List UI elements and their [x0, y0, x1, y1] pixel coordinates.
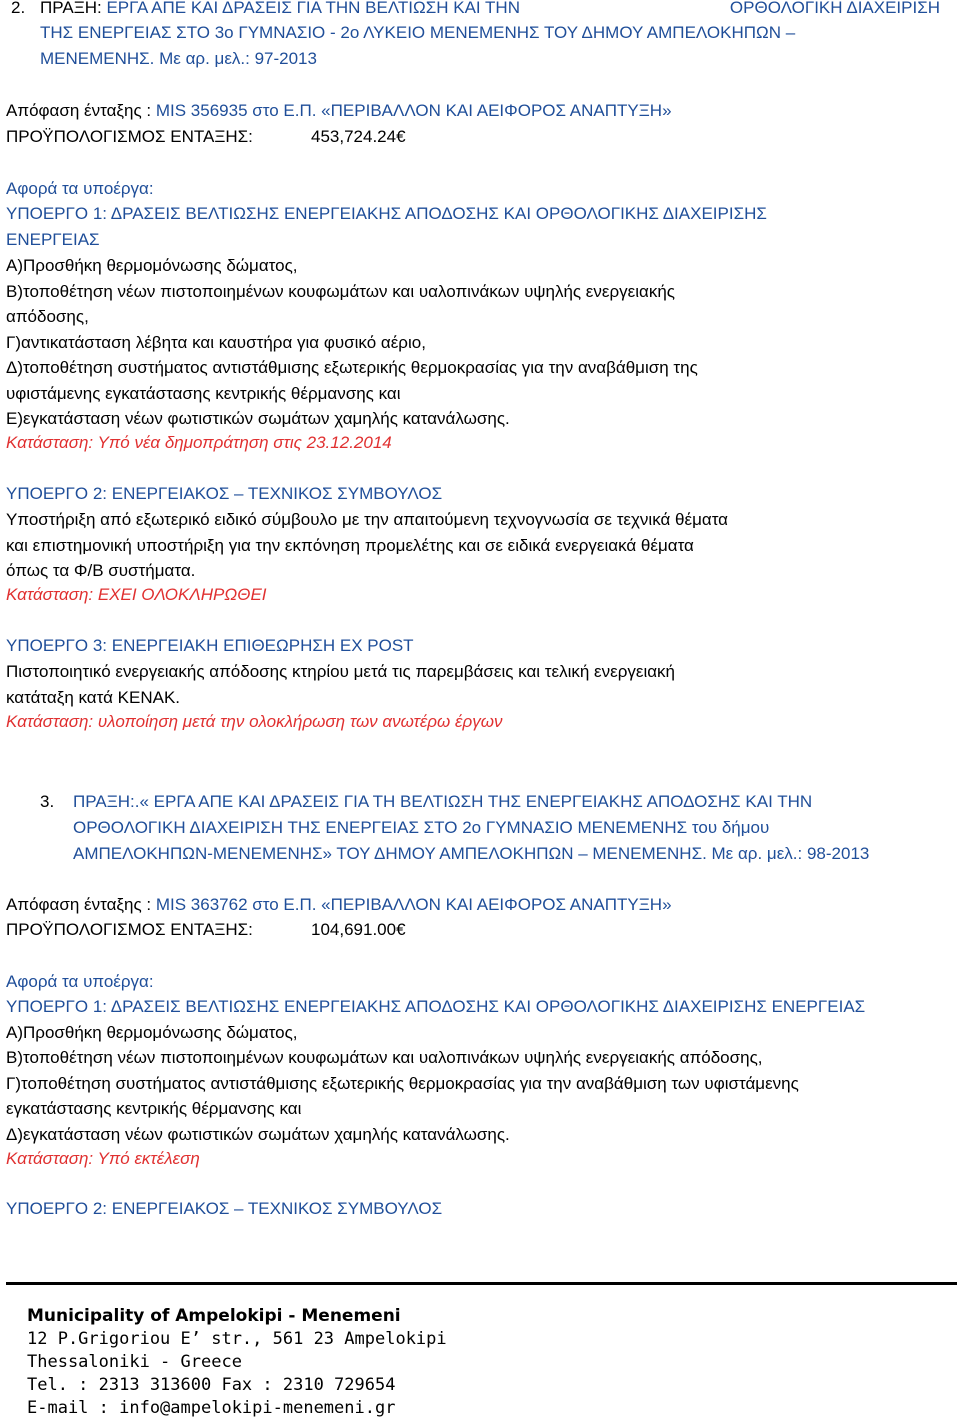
footer-address: 12 P.Grigoriou E’ str., 561 23 Ampelokipi [27, 1329, 447, 1349]
action2-number: 2. [11, 0, 26, 17]
action2-sub2-item: Υποστήριξη από εξωτερικό ειδικό σύμβουλο με την απαιτούμενη τεχνογνωσία σε τεχνικά θέματα [6, 510, 728, 529]
action2-sub3-item: κατάταξη κατά ΚΕΝΑΚ. [6, 688, 181, 707]
footer-phone-fax: Tel. : 2313 313600 Fax : 2310 729654 [27, 1375, 396, 1395]
action3-sub1-item: Δ)εγκατάσταση νέων φωτιστικών σωμάτων χαμηλής κατανάλωσης. [6, 1125, 510, 1144]
action3-sub1-item: Β)τοποθέτηση νέων πιστοποιημένων κουφωμάτων και υαλοπινάκων υψηλής ενεργειακής απόδοσης, [6, 1048, 763, 1067]
footer-divider [6, 1282, 957, 1285]
action2-budget-value: 453,724.24 [311, 127, 397, 146]
action3-title-line2: ΟΡΘΟΛΟΓΙΚΗ ΔΙΑΧΕΙΡΙΣΗ ΤΗΣ ΕΝΕΡΓΕΙΑΣ ΣΤΟ 2ο ΓΥΜΝΑΣΙΟ ΜΕΝΕΜΕΝΗΣ του δήμου [73, 818, 770, 837]
footer-city: Thessaloniki - Greece [27, 1352, 242, 1372]
action2-sub1-item: υφιστάμενης εγκατάστασης κεντρικής θέρμανσης και [6, 384, 401, 403]
action2-title-line1 [40, 0, 940, 20]
euro-icon: € [396, 127, 406, 146]
action2-budget [311, 125, 406, 149]
action2-title-line2: ΤΗΣ ΕΝΕΡΓΕΙΑΣ ΣΤΟ 3ο ΓΥΜΝΑΣΙΟ - 2ο ΛΥΚΕΙΟ ΜΕΝΕΜΕΝΗΣ ΤΟΥ ΔΗΜΟΥ ΑΜΠΕΛΟΚΗΠΩΝ – [40, 23, 796, 42]
euro-icon: € [396, 920, 406, 939]
action2-title-right: ΟΡΘΟΛΟΓΙΚΗ ΔΙΑΧΕΙΡΙΣΗ [729, 0, 940, 17]
action2-budget-label: ΠΡΟΫΠΟΛΟΓΙΣΜΟΣ ΕΝΤΑΞΗΣ: [6, 127, 253, 146]
action3-sub1-item: Α)Προσθήκη θερμομόνωσης δώματος, [6, 1023, 298, 1042]
action2-sub3-item: Πιστοποιητικό ενεργειακής απόδοσης κτηρίου μετά τις παρεμβάσεις και τελική ενεργειακή [6, 662, 676, 681]
action3-decision [6, 893, 672, 917]
action2-sub1-title-line2: ΕΝΕΡΓΕΙΑΣ [6, 230, 100, 249]
action2-sub1-item: Β)τοποθέτηση νέων πιστοποιημένων κουφωμάτων και υαλοπινάκων υψηλής ενεργειακής [6, 282, 675, 301]
action2-sub1-item: Α)Προσθήκη θερμομόνωσης δώματος, [6, 256, 298, 275]
action2-decision-label: Απόφαση ένταξης : [6, 101, 156, 120]
action3-decision-value: MIS 363762 στο Ε.Π. «ΠΕΡΙΒΑΛΛΟΝ ΚΑΙ ΑΕΙΦΟΡΟΣ ΑΝΑΠΤΥΞΗ» [155, 895, 672, 914]
action2-prefix: ΠΡΑΞΗ: [40, 0, 107, 17]
action3-decision-label: Απόφαση ένταξης : [6, 895, 156, 914]
action2-sub2-status: Κατάσταση: ΕΧΕΙ ΟΛΟΚΛΗΡΩΘΕΙ [6, 585, 267, 604]
action2-sub1-status: Κατάσταση: Υπό νέα δημοπράτηση στις 23.12.2014 [6, 433, 392, 452]
action3-sub1-title: ΥΠΟΕΡΓΟ 1: ΔΡΑΣΕΙΣ ΒΕΛΤΙΩΣΗΣ ΕΝΕΡΓΕΙΑΚΗΣ ΑΠΟΔΟΣΗΣ ΚΑΙ ΟΡΘΟΛΟΓΙΚΗΣ ΔΙΑΧΕΙΡΙΣΗΣ ΕΝΕΡΓΕΙΑΣ [6, 997, 866, 1016]
action2-title-line3: ΜΕΝΕΜΕΝΗΣ. Με αρ. μελ.: 97-2013 [40, 49, 317, 68]
action2-decision [6, 99, 672, 123]
action3-title-line3: ΑΜΠΕΛΟΚΗΠΩΝ-ΜΕΝΕΜΕΝΗΣ» ΤΟΥ ΔΗΜΟΥ ΑΜΠΕΛΟΚΗΠΩΝ – ΜΕΝΕΜΕΝΗΣ. Με αρ. μελ.: 98-2013 [73, 844, 870, 863]
footer-email: E-mail : info@ampelokipi-menemeni.gr [27, 1398, 396, 1418]
action3-sub1-status: Κατάσταση: Υπό εκτέλεση [6, 1149, 200, 1168]
action3-title-line1: ΠΡΑΞΗ:.« ΕΡΓΑ ΑΠΕ ΚΑΙ ΔΡΑΣΕΙΣ ΓΙΑ ΤΗ ΒΕΛΤΙΩΣΗ ΤΗΣ ΕΝΕΡΓΕΙΑΚΗΣ ΑΠΟΔΟΣΗΣ ΚΑΙ ΤΗΝ [73, 792, 813, 811]
action2-sub3-title: ΥΠΟΕΡΓΟ 3: ΕΝΕΡΓΕΙΑΚΗ ΕΠΙΘΕΩΡΗΣΗ EX POST [6, 636, 414, 655]
footer-org-name: Municipality of Ampelokipi - Menemeni [27, 1306, 401, 1326]
action2-subprojects-label: Αφορά τα υποέργα: [6, 179, 154, 198]
action2-decision-value: MIS 356935 στο Ε.Π. «ΠΕΡΙΒΑΛΛΟΝ ΚΑΙ ΑΕΙΦΟΡΟΣ ΑΝΑΠΤΥΞΗ» [155, 101, 672, 120]
action2-sub1-item: Ε)εγκατάσταση νέων φωτιστικών σωμάτων χαμηλής κατανάλωσης. [6, 409, 510, 428]
action2-sub1-item: Γ)αντικατάσταση λέβητα και καυστήρα για φυσικό αέριο, [6, 333, 426, 352]
action2-sub1-item: Δ)τοποθέτηση συστήματος αντιστάθμισης εξωτερικής θερμοκρασίας για την αναβάθμιση της [6, 358, 698, 377]
action2-title-left: ΕΡΓΑ ΑΠΕ ΚΑΙ ΔΡΑΣΕΙΣ ΓΙΑ ΤΗΝ ΒΕΛΤΙΩΣΗ ΚΑΙ ΤΗΝ [106, 0, 520, 17]
action3-budget-label: ΠΡΟΫΠΟΛΟΓΙΣΜΟΣ ΕΝΤΑΞΗΣ: [6, 920, 253, 939]
action3-budget-value: 104,691.00 [311, 920, 397, 939]
action2-sub1-title-line1: ΥΠΟΕΡΓΟ 1: ΔΡΑΣΕΙΣ ΒΕΛΤΙΩΣΗΣ ΕΝΕΡΓΕΙΑΚΗΣ ΑΠΟΔΟΣΗΣ ΚΑΙ ΟΡΘΟΛΟΓΙΚΗΣ ΔΙΑΧΕΙΡΙΣΗΣ [6, 204, 767, 223]
action2-sub2-title: ΥΠΟΕΡΓΟ 2: ΕΝΕΡΓΕΙΑΚΟΣ – ΤΕΧΝΙΚΟΣ ΣΥΜΒΟΥΛΟΣ [6, 484, 443, 503]
action3-budget [311, 918, 406, 942]
action2-sub1-item: απόδοσης, [6, 307, 89, 326]
action3-sub1-item: εγκατάστασης κεντρικής θέρμανσης και [6, 1099, 302, 1118]
action3-sub1-item: Γ)τοποθέτηση συστήματος αντιστάθμισης εξωτερικής θερμοκρασίας για την αναβάθμιση των υφιστάμενης [6, 1074, 799, 1093]
action3-subprojects-label: Αφορά τα υποέργα: [6, 972, 154, 991]
action2-sub3-status: Κατάσταση: υλοποίηση μετά την ολοκλήρωση των ανωτέρω έργων [6, 712, 503, 731]
action2-sub2-item: όπως τα Φ/Β συστήματα. [6, 561, 196, 580]
action3-number: 3. [40, 792, 55, 811]
action2-sub2-item: και επιστημονική υποστήριξη για την εκπόνηση προμελέτης και σε ειδικά ενεργειακά θέματα [6, 536, 694, 555]
action3-sub2-title: ΥΠΟΕΡΓΟ 2: ΕΝΕΡΓΕΙΑΚΟΣ – ΤΕΧΝΙΚΟΣ ΣΥΜΒΟΥΛΟΣ [6, 1199, 443, 1218]
